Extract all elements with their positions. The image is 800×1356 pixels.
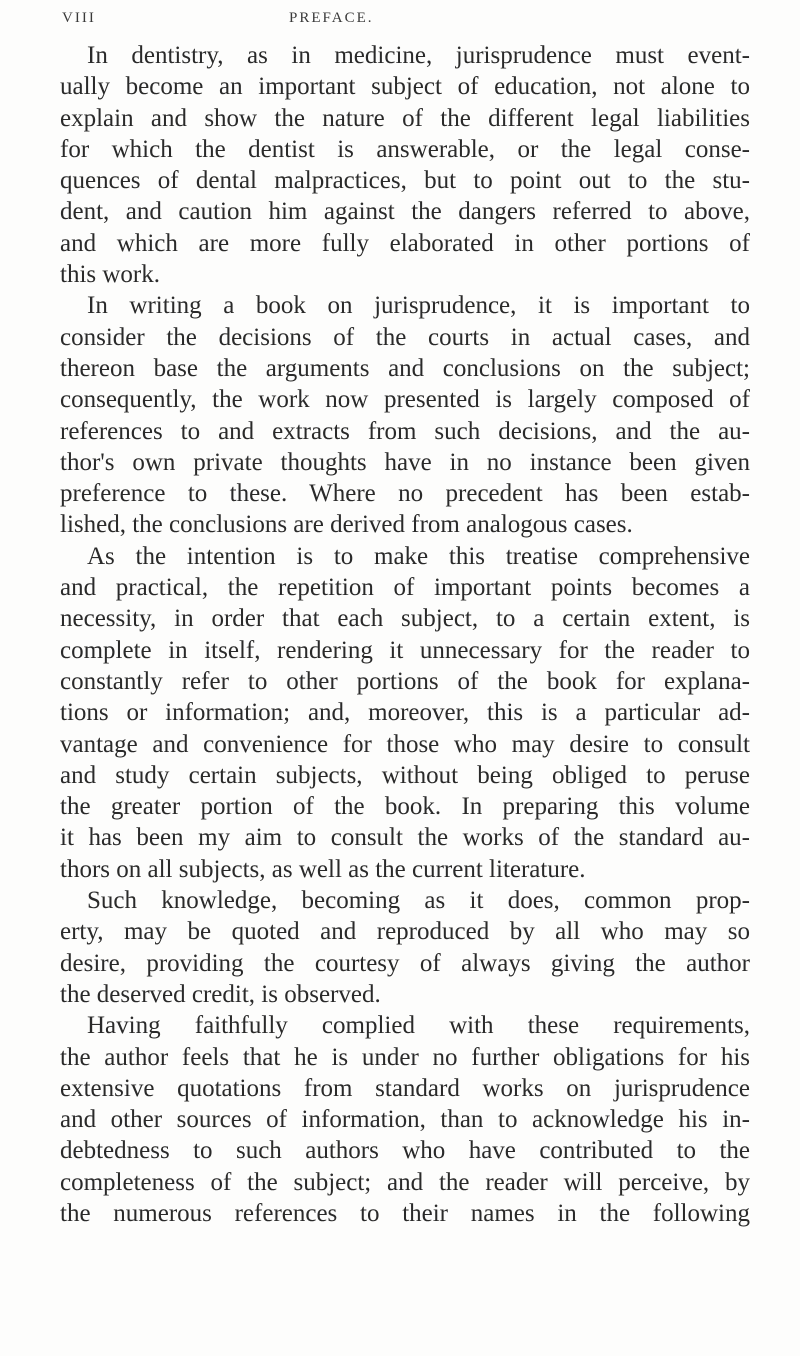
- text-line: completeness of the subject; and the reader will perceive, by: [60, 1168, 750, 1196]
- text-line: the author feels that he is under no further obligations for his: [60, 1043, 750, 1071]
- text-line: vantage and convenience for those who may desire to consult: [60, 730, 750, 758]
- text-line: complete in itself, rendering it unnecessary for the reader to: [60, 636, 750, 664]
- text-line: thors on all subjects, as well as the current literature.: [60, 855, 586, 883]
- text-line: consequently, the work now presented is largely composed of: [60, 386, 750, 414]
- running-head: [62, 10, 752, 34]
- text-line: the deserved credit, is observed.: [60, 980, 381, 1008]
- text-line: Having faithfully complied with these requirements,: [87, 1012, 750, 1040]
- text-line: thor's own private thoughts have in no instance been given: [60, 448, 750, 476]
- text-line: constantly refer to other portions of the book for explana-: [60, 667, 750, 695]
- running-title: PREFACE.: [289, 10, 374, 26]
- text-line: it has been my aim to consult the works of the standard au-: [60, 824, 750, 852]
- text-line: references to and extracts from such decisions, and the au-: [60, 417, 750, 445]
- text-line: In writing a book on jurisprudence, it is important to: [87, 292, 750, 320]
- text-line: dent, and caution him against the dangers referred to above,: [60, 198, 750, 226]
- text-line: explain and show the nature of the different legal liabilities: [60, 104, 750, 132]
- text-line: the numerous references to their names in the following: [60, 1199, 750, 1227]
- text-line: lished, the conclusions are derived from analogous cases.: [60, 511, 633, 539]
- text-line: tions or information; and, moreover, this is a particular ad-: [60, 699, 750, 727]
- text-line: In dentistry, as in medicine, jurisprudence must event-: [87, 42, 750, 69]
- text-line: and practical, the repetition of important points becomes a: [60, 574, 750, 602]
- body-text: [60, 40, 750, 1229]
- text-line: the greater portion of the book. In preparing this volume: [60, 793, 750, 821]
- text-line: erty, may be quoted and reproduced by all who may so: [60, 918, 750, 946]
- text-line: desire, providing the courtesy of always giving the author: [60, 949, 750, 977]
- text-line: ually become an important subject of education, not alone to: [60, 73, 750, 101]
- text-line: extensive quotations from standard works on jurisprudence: [60, 1074, 750, 1102]
- text-line: Such knowledge, becoming as it does, common prop-: [87, 887, 750, 915]
- text-line: quences of dental malpractices, but to point out to the stu-: [60, 167, 750, 195]
- text-line: this work.: [60, 261, 160, 289]
- text-line: and other sources of information, than to acknowledge his in-: [60, 1106, 750, 1134]
- text-line: preference to these. Where no precedent has been estab-: [60, 480, 750, 508]
- page-number: VIII: [62, 10, 96, 26]
- text-line: necessity, in order that each subject, to a certain extent, is: [60, 605, 750, 633]
- text-line: As the intention is to make this treatise comprehensive: [87, 542, 750, 570]
- text-line: consider the decisions of the courts in actual cases, and: [60, 323, 750, 351]
- text-line: debtedness to such authors who have contributed to the: [60, 1137, 750, 1165]
- text-line: for which the dentist is answerable, or the legal conse-: [60, 135, 750, 163]
- text-line: thereon base the arguments and conclusions on the subject;: [60, 354, 750, 382]
- text-line: and study certain subjects, without being obliged to peruse: [60, 761, 750, 789]
- text-line: and which are more fully elaborated in other portions of: [60, 229, 750, 257]
